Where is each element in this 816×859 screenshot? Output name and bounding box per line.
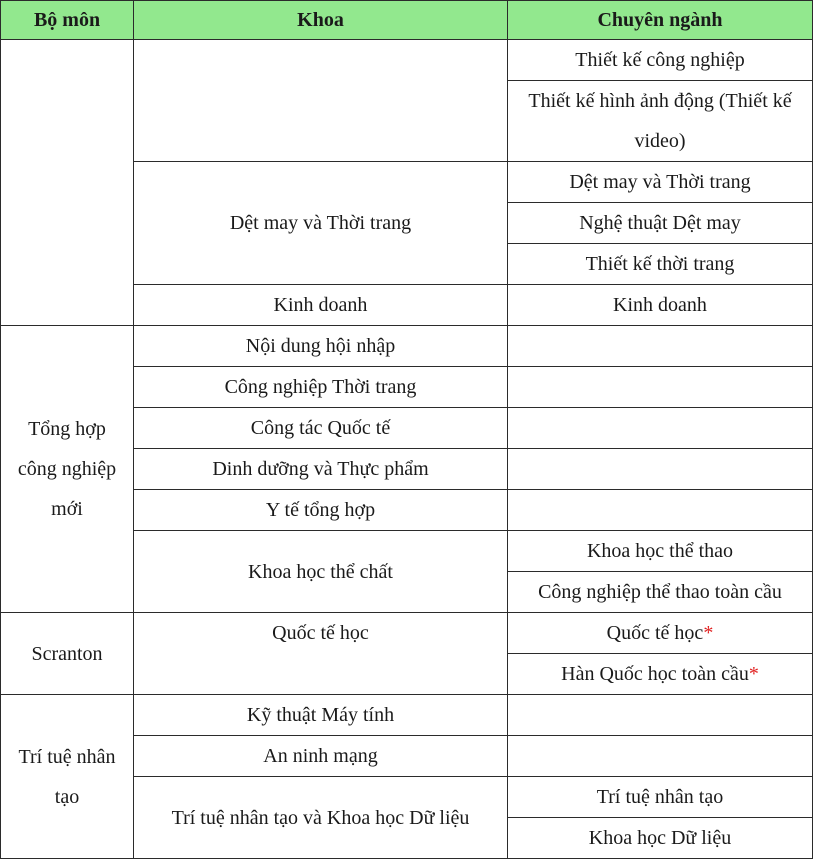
faculty-cell: Trí tuệ nhân tạo và Khoa học Dữ liệu (134, 777, 508, 859)
major-cell: Công nghiệp thể thao toàn cầu (508, 572, 813, 613)
major-cell-empty (508, 736, 813, 777)
department-cell: Kinh doanh (134, 285, 508, 326)
major-cell-empty (508, 326, 813, 367)
department-cell: Scranton (1, 613, 134, 695)
department-cell: Tổng hợp công nghiệp mới (1, 326, 134, 613)
table-row (1, 695, 813, 736)
faculty-cell: Công nghiệp Thời trang (134, 367, 508, 408)
major-cell-empty (508, 367, 813, 408)
faculty-cell: Dinh dưỡng và Thực phẩm (134, 449, 508, 490)
faculty-cell: Y tế tổng hợp (134, 490, 508, 531)
major-cell (508, 613, 813, 654)
major-cell-empty (508, 408, 813, 449)
major-cell-empty (508, 490, 813, 531)
faculty-cell-blank (134, 40, 508, 162)
major-cell-empty (508, 695, 813, 736)
asterisk-mark: * (748, 663, 759, 685)
faculty-cell: Công tác Quốc tế (134, 408, 508, 449)
major-cell: Thiết kế hình ảnh động (Thiết kế video) (508, 81, 813, 162)
department-cell: Trí tuệ nhân tạo (1, 695, 134, 859)
table-row (1, 40, 813, 81)
faculty-cell: Khoa học thể chất (134, 531, 508, 613)
table-row (1, 613, 813, 654)
major-cell: Khoa học thể thao (508, 531, 813, 572)
faculty-cell: Nội dung hội nhập (134, 326, 508, 367)
major-cell: Dệt may và Thời trang (508, 162, 813, 203)
major-label: Quốc tế học (606, 622, 704, 644)
header-faculty: Khoa (134, 1, 508, 40)
major-cell: Thiết kế công nghiệp (508, 40, 813, 81)
header-major: Chuyên ngành (508, 1, 813, 40)
asterisk-mark: * (703, 622, 714, 644)
major-cell (508, 654, 813, 695)
major-cell: Nghệ thuật Dệt may (508, 203, 813, 244)
faculty-cell: Kỹ thuật Máy tính (134, 695, 508, 736)
faculty-cell: Kinh doanh (508, 285, 813, 326)
department-cell-blank (1, 40, 134, 326)
faculty-cell: Dệt may và Thời trang (134, 162, 508, 285)
major-cell: Khoa học Dữ liệu (508, 818, 813, 859)
faculty-cell: Quốc tế học (134, 613, 508, 695)
major-cell: Thiết kế thời trang (508, 244, 813, 285)
table-row (1, 326, 813, 367)
major-cell: Trí tuệ nhân tạo (508, 777, 813, 818)
header-department: Bộ môn (1, 1, 134, 40)
major-cell-empty (508, 449, 813, 490)
faculty-cell: An ninh mạng (134, 736, 508, 777)
header-row (1, 1, 813, 40)
major-label: Hàn Quốc học toàn cầu (561, 663, 749, 685)
